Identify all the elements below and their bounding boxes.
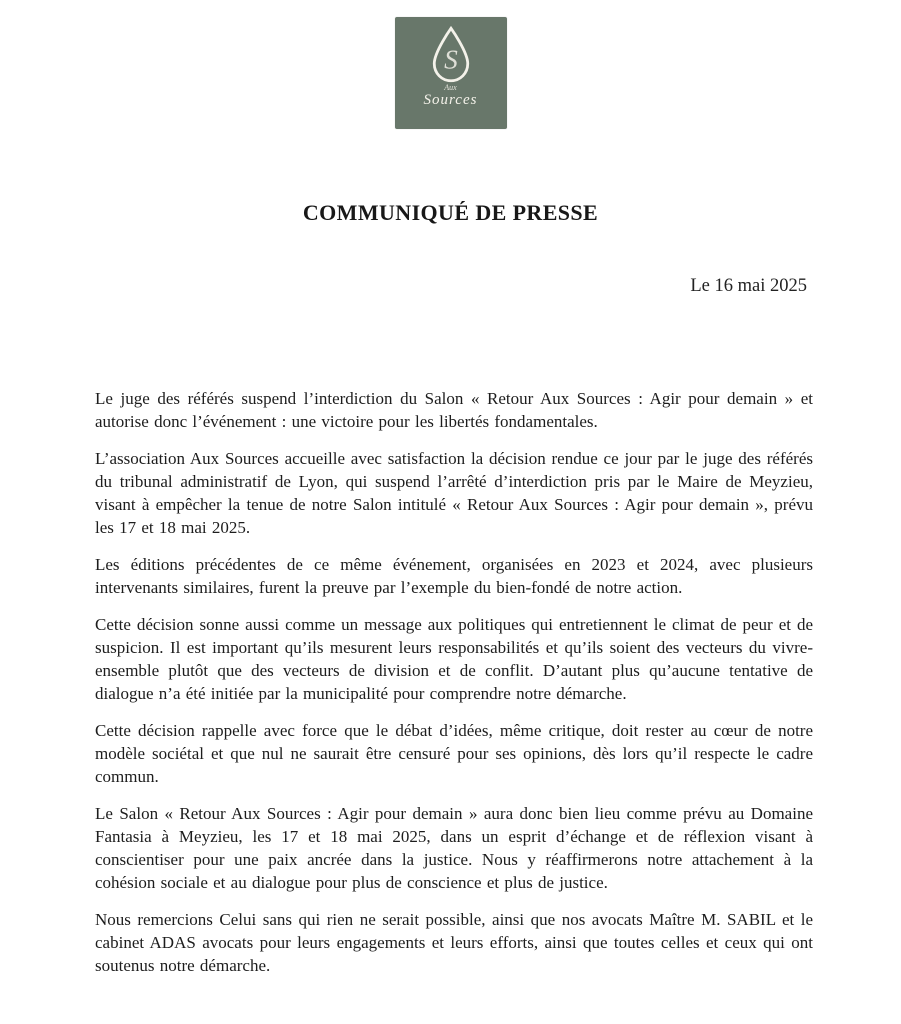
svg-text:S: S (443, 44, 458, 75)
water-drop-icon (420, 24, 482, 86)
document-body (0, 387, 901, 977)
association-logo (395, 17, 507, 129)
body-paragraph: Cette décision rappelle avec force que le débat d’idées, même critique, doit rester au cœur de notre modèle sociétal et que nul ne saurait être censuré pour ses opinions, dès lors qu’il respecte le cadre commun. (95, 721, 813, 786)
body-paragraph: Cette décision sonne aussi comme un message aux politiques qui entretiennent le climat de peur et de suspicion. Il est important qu’ils mesurent leurs responsabilités et qu’ils soient des vecteurs du vivre-ensemble plutôt que des vecteurs de division et de conflit. D’autant plus qu’aucune tentative de dialogue n’a été initiée par la municipalité pour comprendre notre démarche. (95, 615, 813, 703)
logo-container (0, 0, 901, 129)
logo-brand-name: Sources (423, 92, 478, 108)
body-paragraph: L’association Aux Sources accueille avec satisfaction la décision rendue ce jour par le juge des référés du tribunal administratif de Lyon, qui suspend l’arrêté d’interdiction pris par le Maire de Meyzieu, visant à empêcher la tenue de notre Salon intitulé « Retour Aux Sources : Agir pour demain », prévu les 17 et 18 mai 2025. (95, 449, 813, 537)
body-paragraph: Les éditions précédentes de ce même événement, organisées en 2023 et 2024, avec plusieurs intervenants similaires, furent la preuve par l’exemple du bien-fondé de notre action. (95, 555, 813, 597)
body-paragraph: Le Salon « Retour Aux Sources : Agir pour demain » aura donc bien lieu comme prévu au Domaine Fantasia à Meyzieu, les 17 et 18 mai 2025, dans un esprit d’échange et de réflexion visant à conscientiser pour une paix ancrée dans la justice. Nous y réaffirmerons notre attachement à la cohésion sociale et au dialogue pour plus de conscience et plus de justice. (95, 804, 813, 892)
body-paragraph: Nous remercions Celui sans qui rien ne serait possible, ainsi que nos avocats Maître M. SABIL et le cabinet ADAS avocats pour leurs engagements et leurs efforts, ainsi que toutes celles et ceux qui ont soutenus notre démarche. (95, 910, 813, 975)
document-date: Le 16 mai 2025 (690, 276, 807, 296)
page-title: COMMUNIQUÉ DE PRESSE (302, 200, 599, 225)
logo-small-text: Aux (444, 83, 457, 92)
body-paragraph-lead: Le juge des référés suspend l’interdiction du Salon « Retour Aux Sources : Agir pour demain » et autorise donc l’événement : une victoire pour les libertés fondamentales. (95, 389, 813, 431)
